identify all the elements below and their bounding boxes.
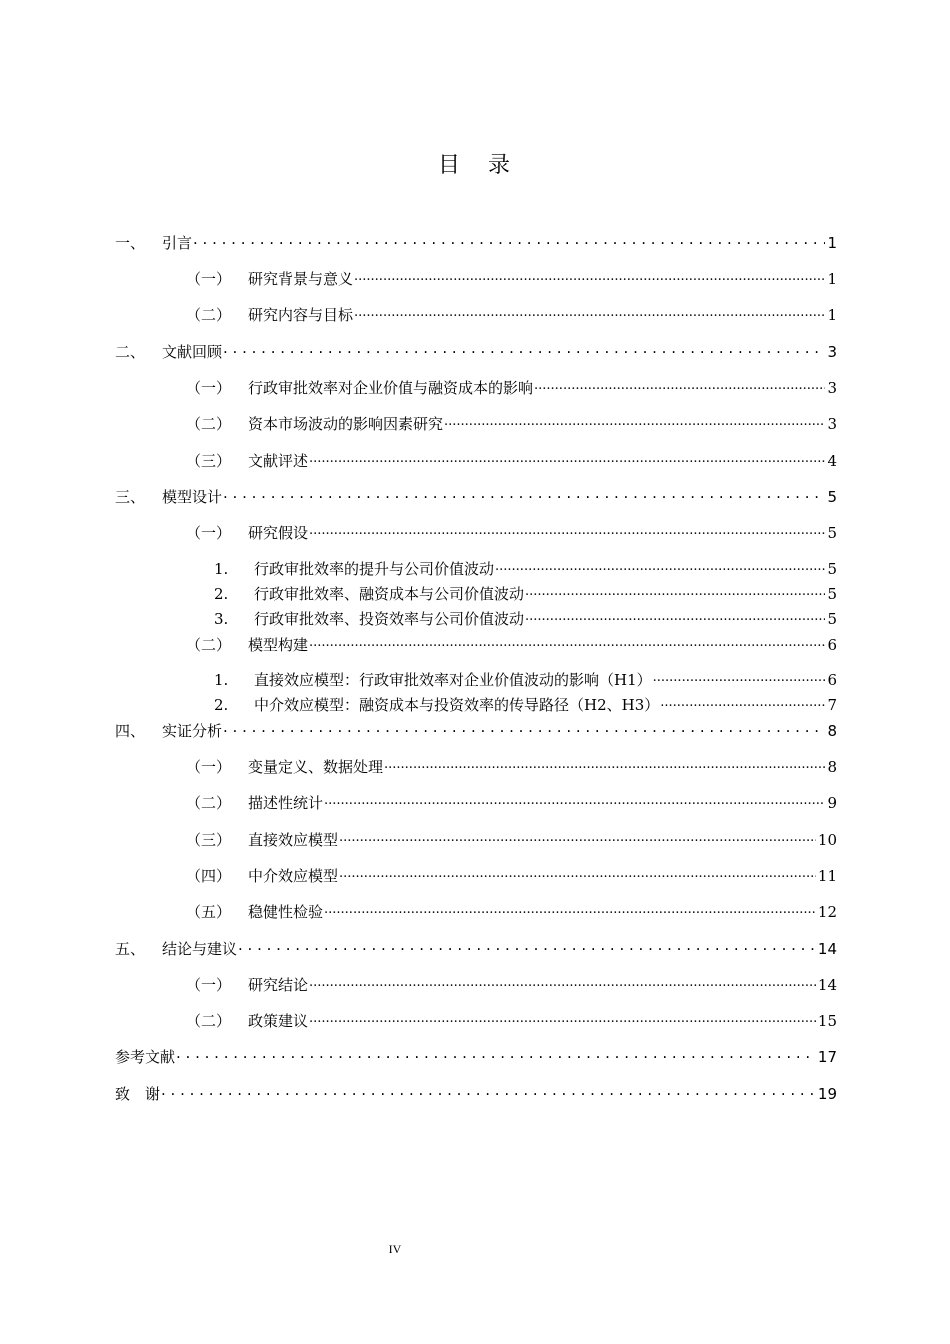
toc-entry-title: 资本市场波动的影响因素研究 xyxy=(248,415,444,433)
toc-entry[interactable] xyxy=(186,901,837,922)
toc-entry[interactable] xyxy=(214,558,837,579)
toc-entry-page: 19 xyxy=(817,1085,837,1103)
toc-entry[interactable] xyxy=(186,413,837,434)
toc-entry[interactable] xyxy=(186,450,837,471)
toc-entry-page: 5 xyxy=(827,585,837,603)
toc-entry-number: （二） xyxy=(186,415,232,433)
toc-entry-number: 1. xyxy=(214,671,229,689)
toc-entry-number: （一） xyxy=(186,379,232,397)
toc-leader xyxy=(660,695,825,710)
toc-entry-number: （四） xyxy=(186,867,232,885)
toc-entry-title: 行政审批效率、投资效率与公司价值波动 xyxy=(254,610,525,628)
toc-entry-page: 5 xyxy=(827,560,837,578)
toc-entry[interactable] xyxy=(186,792,837,813)
toc-leader xyxy=(354,269,825,284)
toc-entry[interactable] xyxy=(186,829,837,850)
toc-entry-number: 三、 xyxy=(115,488,146,506)
toc-entry-number: 四、 xyxy=(115,722,146,740)
toc-entry-number: （二） xyxy=(186,306,232,324)
toc-entry-number: （二） xyxy=(186,1012,232,1030)
toc-entry-page: 14 xyxy=(817,976,837,994)
toc-leader xyxy=(309,975,816,990)
toc-title-char-1: 目 xyxy=(437,153,462,178)
toc-title-char-2: 录 xyxy=(488,153,513,178)
toc-entry-title: 行政审批效率对企业价值与融资成本的影响 xyxy=(248,379,534,397)
toc-leader xyxy=(223,487,825,502)
toc-entry[interactable] xyxy=(214,608,837,629)
toc-entry-number: （二） xyxy=(186,794,232,812)
toc-leader xyxy=(354,305,825,320)
toc-entry-page: 14 xyxy=(817,940,837,958)
toc-leader xyxy=(223,342,825,357)
toc-entry-page: 8 xyxy=(827,758,837,776)
toc-entry-title: 中介效应模型：融资成本与投资效率的传导路径（H2、H3） xyxy=(254,696,660,714)
toc-entry[interactable] xyxy=(115,938,837,959)
toc-entry-title: 行政审批效率的提升与公司价值波动 xyxy=(254,560,495,578)
toc-entry-title: 模型构建 xyxy=(248,636,309,654)
toc-leader xyxy=(653,670,826,685)
toc-entry[interactable] xyxy=(186,268,837,289)
toc-entry-page: 10 xyxy=(817,831,837,849)
toc-entry-title: 直接效应模型：行政审批效率对企业价值波动的影响（H1） xyxy=(254,671,652,689)
toc-entry[interactable] xyxy=(115,486,837,507)
toc-entry[interactable] xyxy=(186,522,837,543)
toc-entry-title: 结论与建议 xyxy=(162,940,238,958)
toc-leader xyxy=(339,830,816,845)
toc-entry-page: 9 xyxy=(827,794,837,812)
toc-entry-title: 行政审批效率、融资成本与公司价值波动 xyxy=(254,585,525,603)
toc-entry-number: （三） xyxy=(186,452,232,470)
toc-entry-title: 参考文献 xyxy=(115,1048,176,1066)
toc-entry-page: 3 xyxy=(827,415,837,433)
toc-leader xyxy=(339,866,816,881)
toc-entry-title: 直接效应模型 xyxy=(248,831,339,849)
toc-entry[interactable] xyxy=(214,583,837,604)
toc-leader xyxy=(444,414,825,429)
toc-entry-number: 一、 xyxy=(115,234,146,252)
toc-entry-number: （一） xyxy=(186,524,232,542)
toc-entry-title: 致 谢 xyxy=(115,1085,161,1103)
toc-entry-number: 3. xyxy=(214,610,229,628)
toc-leader xyxy=(309,523,825,538)
toc-entry-title: 研究背景与意义 xyxy=(248,270,354,288)
toc-entry-title: 研究内容与目标 xyxy=(248,306,354,324)
toc-entry-number: 2. xyxy=(214,696,229,714)
toc-entry-title: 研究结论 xyxy=(248,976,309,994)
toc-entry-number: 1. xyxy=(214,560,229,578)
toc-entry-number: 二、 xyxy=(115,343,146,361)
toc-entry[interactable] xyxy=(115,720,837,741)
toc-entry[interactable] xyxy=(214,694,837,715)
toc-entry-number: （一） xyxy=(186,758,232,776)
toc-leader xyxy=(525,609,825,624)
toc-entry-page: 3 xyxy=(827,343,837,361)
toc-leader xyxy=(223,721,825,736)
toc-entry[interactable] xyxy=(186,865,837,886)
toc-entry[interactable] xyxy=(115,1046,837,1067)
toc-entry-title: 描述性统计 xyxy=(248,794,324,812)
toc-leader xyxy=(176,1047,816,1062)
toc-entry[interactable] xyxy=(186,1010,837,1031)
toc-entry-page: 7 xyxy=(827,696,837,714)
toc-entry-page: 12 xyxy=(817,903,837,921)
toc-entry[interactable] xyxy=(186,304,837,325)
toc-entry-page: 17 xyxy=(817,1048,837,1066)
toc-entry[interactable] xyxy=(115,1083,837,1104)
toc-leader xyxy=(534,378,825,393)
toc-entry-page: 8 xyxy=(827,722,837,740)
toc-entry-number: （三） xyxy=(186,831,232,849)
toc-entry[interactable] xyxy=(186,634,837,655)
toc-entry-title: 研究假设 xyxy=(248,524,309,542)
toc-entry-page: 3 xyxy=(827,379,837,397)
toc-leader xyxy=(384,757,825,772)
toc-entry-page: 6 xyxy=(827,636,837,654)
toc-entry-title: 模型设计 xyxy=(162,488,223,506)
toc-entry-page: 5 xyxy=(827,610,837,628)
toc-leader xyxy=(309,1011,816,1026)
toc-entry-page: 1 xyxy=(827,306,837,324)
toc-entry-number: 五、 xyxy=(115,940,146,958)
toc-leader xyxy=(495,559,825,574)
toc-leader xyxy=(193,233,825,248)
toc-entry[interactable] xyxy=(186,377,837,398)
toc-leader xyxy=(324,902,816,917)
toc-entry-title: 政策建议 xyxy=(248,1012,309,1030)
toc-entry-page: 4 xyxy=(827,452,837,470)
toc-leader xyxy=(324,793,825,808)
toc-entry-title: 变量定义、数据处理 xyxy=(248,758,384,776)
toc-entry-page: 6 xyxy=(827,671,837,689)
toc-entry-page: 15 xyxy=(817,1012,837,1030)
toc-entry-number: （一） xyxy=(186,270,232,288)
toc-entry-page: 5 xyxy=(827,488,837,506)
toc-leader xyxy=(309,451,825,466)
toc-entry-page: 1 xyxy=(827,234,837,252)
toc-entry-number: （五） xyxy=(186,903,232,921)
toc-leader xyxy=(238,939,816,954)
toc-leader xyxy=(161,1084,816,1099)
toc-entry[interactable] xyxy=(186,756,837,777)
toc-entry[interactable] xyxy=(214,669,837,690)
toc-entry-page: 11 xyxy=(817,867,837,885)
toc-entry-title: 稳健性检验 xyxy=(248,903,324,921)
toc-entry-title: 文献评述 xyxy=(248,452,309,470)
toc-entry[interactable] xyxy=(115,232,837,253)
toc-entry-number: 2. xyxy=(214,585,229,603)
toc-entry-title: 文献回顾 xyxy=(162,343,223,361)
toc-leader xyxy=(525,584,825,599)
toc-leader xyxy=(309,635,825,650)
toc-entry-page: 1 xyxy=(827,270,837,288)
toc-entry-page: 5 xyxy=(827,524,837,542)
page-number: IV xyxy=(388,1242,402,1256)
toc-entry-title: 中介效应模型 xyxy=(248,867,339,885)
toc-entry-number: （二） xyxy=(186,636,232,654)
toc-entry-title: 引言 xyxy=(162,234,193,252)
toc-entry[interactable] xyxy=(186,974,837,995)
toc-entry-title: 实证分析 xyxy=(162,722,223,740)
toc-entry[interactable] xyxy=(115,341,837,362)
toc-entry-number: （一） xyxy=(186,976,232,994)
